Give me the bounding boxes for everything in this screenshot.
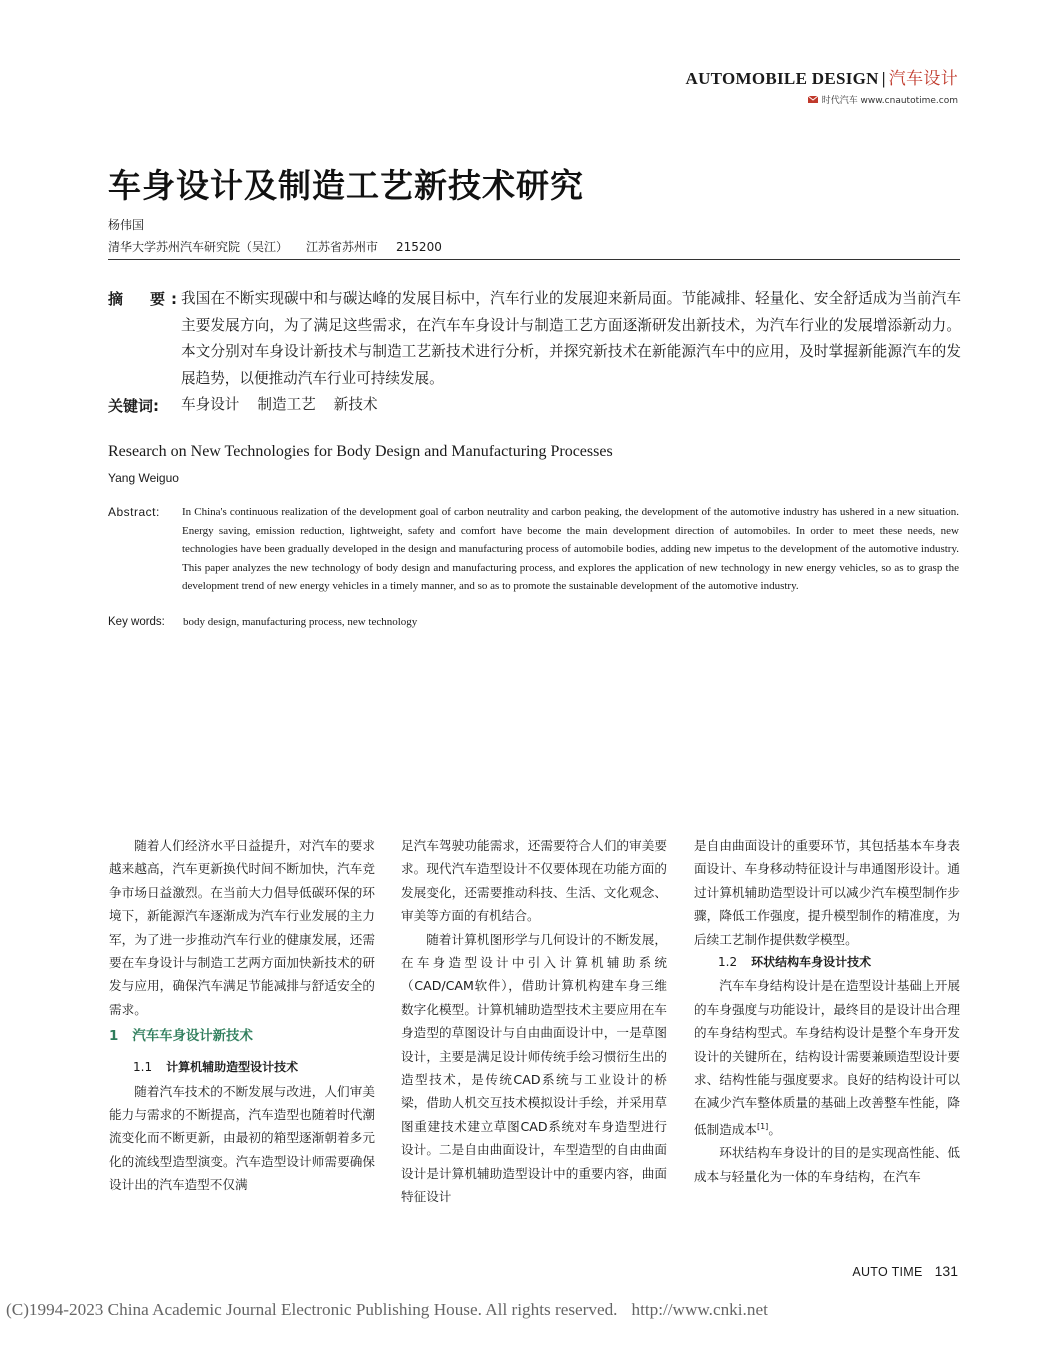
en-abstract-text: In China's continuous realization of the development goal of carbon neutrality and carbon peaking, the development of the automotive industry has ushered in a new situation. Energy saving, emission reduction, lightweight, safety and comfort have become the main development direction of automobiles. In order to meet these needs, new technologies have been gradually developed in the design and manufacturing process of automobile bodies, adding new impetus to the development of the automotive industry. This paper analyzes the new technology of body design and manufacturing process, and explores the application of new technology in new energy vehicles, so as to grasp the development trend of new energy vehicles in a timely manner, and so as to promote the sustainable development of the automotive industry. bbox=[182, 506, 959, 592]
affiliation-postcode: 215200 bbox=[396, 240, 442, 254]
page-footer bbox=[852, 1263, 958, 1279]
header-divider bbox=[108, 259, 960, 260]
paragraph-end: 。 bbox=[768, 1122, 781, 1138]
paragraph-text: 汽车车身结构设计是在造型设计基础上开展的车身强度与功能设计，最终目的是设计出合理的车身结构型式。车身结构设计是整个车身开发设计的关键所在，结构设计需要兼顾造型设计要求、结构性能与强度要求。良好的结构设计可以在减少汽车整体质量的基础上改善整车性能，降低制造成本 bbox=[694, 978, 960, 1138]
subsection-heading-1-1 bbox=[109, 1056, 375, 1079]
cn-keyword: 制造工艺 bbox=[257, 396, 316, 413]
brand-en: AUTOMOBILE DESIGN bbox=[685, 69, 879, 88]
brand-separator: | bbox=[881, 69, 886, 88]
en-title: Research on New Technologies for Body Design and Manufacturing Processes bbox=[108, 443, 613, 460]
page-title: 车身设计及制造工艺新技术研究 bbox=[108, 166, 584, 205]
affiliation-city: 江苏省苏州市 bbox=[306, 240, 379, 254]
body-paragraph: 是自由曲面设计的重要环节，其包括基本车身表面设计、车身移动特征设计与串通图形设计。通过计算机辅助造型设计可以减少汽车模型制作步骤，降低工作强度，提升模型制作的精准度，为后续工艺制作提供数学模型。 bbox=[694, 838, 960, 947]
footer-journal: AUTO TIME bbox=[852, 1265, 923, 1279]
section-number: 1 bbox=[109, 1029, 119, 1045]
copyright-line bbox=[6, 1300, 768, 1320]
cn-abstract-label: 摘 要: bbox=[108, 290, 183, 308]
citation-ref[interactable]: [1] bbox=[756, 1121, 769, 1131]
cn-keywords bbox=[181, 393, 396, 414]
cn-keyword: 新技术 bbox=[333, 396, 378, 413]
subsection-title: 计算机辅助造型设计技术 bbox=[166, 1060, 299, 1075]
cnki-link[interactable]: http://www.cnki.net bbox=[631, 1300, 768, 1319]
body-paragraph bbox=[694, 974, 960, 1141]
subsection-number: 1.1 bbox=[133, 1060, 153, 1075]
section-title: 汽车车身设计新技术 bbox=[132, 1029, 253, 1045]
brand-cn: 汽车设计 bbox=[888, 69, 958, 89]
section-heading-1 bbox=[109, 1021, 375, 1056]
subsection-heading-1-2 bbox=[694, 951, 960, 974]
site-text: 时代汽车 www.cnautotime.com bbox=[821, 96, 958, 106]
en-author: Yang Weiguo bbox=[108, 471, 179, 485]
copyright-text: (C)1994-2023 China Academic Journal Electronic Publishing House. All rights reserved. bbox=[6, 1300, 618, 1319]
cn-keyword: 车身设计 bbox=[181, 396, 240, 413]
body-paragraph: 随着汽车技术的不断发展与改进，人们审美能力与需求的不断提高，汽车造型也随着时代潮流变化而不断更新，由最初的箱型逐渐朝着多元化的流线型造型演变。汽车造型设计师需要确保设计出的汽车造型不仅满 bbox=[109, 1083, 375, 1193]
affiliation-institute: 清华大学苏州汽车研究院（吴江） bbox=[108, 240, 289, 254]
author: 杨伟国 bbox=[108, 218, 145, 232]
en-keywords-label: Key words: bbox=[108, 616, 165, 628]
body-paragraph: 随着人们经济水平日益提升，对汽车的要求越来越高，汽车更新换代时间不断加快，汽车竞争市场日益激烈。在当前大力倡导低碳环保的环境下，新能源汽车逐渐成为汽车行业发展的主力军，为了进一步推动汽车行业的健康发展，还需要在车身设计与制造工艺两方面加快新技术的研发与应用，确保汽车满足节能减排与舒适安全的需求。 bbox=[109, 838, 375, 1017]
subsection-title: 环状结构车身设计技术 bbox=[751, 955, 872, 970]
journal-brand bbox=[686, 64, 959, 89]
page-number: 131 bbox=[934, 1263, 958, 1279]
body-paragraph: 足汽车驾驶功能需求，还需要符合人们的审美要求。现代汽车造型设计不仅要体现在功能方面的发展变化，还需要推动科技、生活、文化观念、审美等方面的有机结合。 bbox=[401, 838, 667, 924]
body-paragraph: 环状结构车身设计的目的是实现高性能、低成本与轻量化为一体的车身结构，在汽车 bbox=[694, 1145, 960, 1184]
mail-icon bbox=[808, 96, 818, 103]
site-line bbox=[808, 93, 958, 106]
body-column-2 bbox=[401, 834, 667, 1209]
cn-abstract-text: 我国在不断实现碳中和与碳达峰的发展目标中，汽车行业的发展迎来新局面。节能减排、轻量化、安全舒适成为当前汽车主要发展方向，为了满足这些需求，在汽车车身设计与制造工艺方面逐渐研发出新技术，为汽车行业的发展增添新动力。本文分别对车身设计新技术与制造工艺新技术进行分析，并探究新技术在新能源汽车中的应用，及时掌握新能源汽车的发展趋势，以便推动汽车行业可持续发展。 bbox=[181, 290, 961, 387]
en-abstract-label: Abstract: bbox=[108, 505, 160, 519]
cn-keywords-label: 关键词: bbox=[108, 397, 159, 415]
body-paragraph: 随着计算机图形学与几何设计的不断发展，在车身造型设计中引入计算机辅助系统（CAD/CAM软件），借助计算机构建车身三维数字化模型。计算机辅助造型技术主要应用在车身造型的草图设计与自由曲面设计中，一是草图设计，主要是满足设计师传统手绘习惯衍生出的造型技术，是传统CAD系统与工业设计的桥梁，借助人机交互技术模拟设计手绘，并采用草图重建技术建立草图CAD系统对车身造型进行设计。二是自由曲面设计，车型造型的自由曲面设计是计算机辅助造型设计中的重要内容，曲面特征设计 bbox=[401, 931, 667, 1205]
en-keywords: body design, manufacturing process, new technology bbox=[183, 616, 418, 628]
subsection-number: 1.2 bbox=[718, 955, 738, 970]
affiliation bbox=[108, 238, 460, 255]
body-column-1 bbox=[109, 834, 375, 1197]
body-column-3 bbox=[694, 834, 960, 1188]
